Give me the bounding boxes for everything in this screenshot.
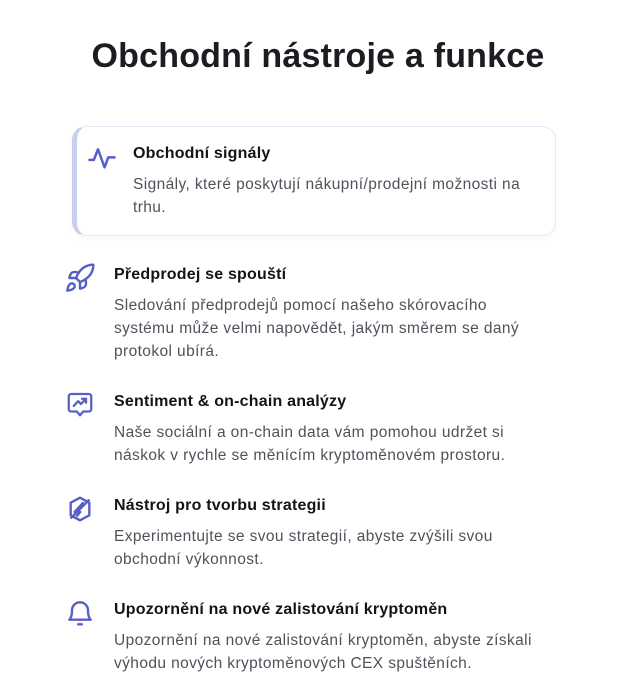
feature-title: Předprodej se spouští bbox=[114, 266, 287, 283]
feature-title: Sentiment & on-chain analýzy bbox=[114, 393, 347, 410]
feature-description: Sledování předprodejů pomocí našeho skórovacího systému může velmi napovědět, jakým směrem se daný protokol ubírá. bbox=[114, 297, 520, 360]
message-trend-icon bbox=[64, 389, 96, 421]
strategy-icon bbox=[64, 493, 96, 525]
page-title: Obchodní nástroje a funkce bbox=[91, 37, 545, 75]
feature-title: Obchodní signály bbox=[133, 145, 271, 162]
feature-description: Experimentujte se svou strategií, abyste zvýšili svou obchodní výkonnost. bbox=[114, 528, 493, 568]
feature-item-sentiment[interactable] bbox=[64, 389, 576, 467]
rocket-icon bbox=[64, 262, 96, 294]
feature-item-presale[interactable] bbox=[64, 262, 576, 363]
feature-item-trading-signals[interactable] bbox=[72, 126, 556, 236]
feature-description: Signály, které poskytují nákupní/prodejní možnosti na trhu. bbox=[133, 176, 521, 216]
activity-icon bbox=[87, 143, 117, 173]
feature-item-strategy[interactable] bbox=[64, 493, 576, 571]
bell-icon bbox=[64, 597, 96, 629]
feature-description: Upozornění na nové zalistování kryptoměn, abyste získali výhodu nových kryptoměnových CEX spuštěních. bbox=[114, 632, 532, 672]
features-list bbox=[0, 126, 636, 675]
feature-item-listing-alerts[interactable] bbox=[64, 597, 576, 675]
feature-title: Upozornění na nové zalistování kryptoměn bbox=[114, 601, 448, 618]
feature-title: Nástroj pro tvorbu strategii bbox=[114, 497, 326, 514]
feature-description: Naše sociální a on-chain data vám pomohou udržet si náskok v rychle se měnícím kryptoměnovém prostoru. bbox=[114, 424, 506, 464]
